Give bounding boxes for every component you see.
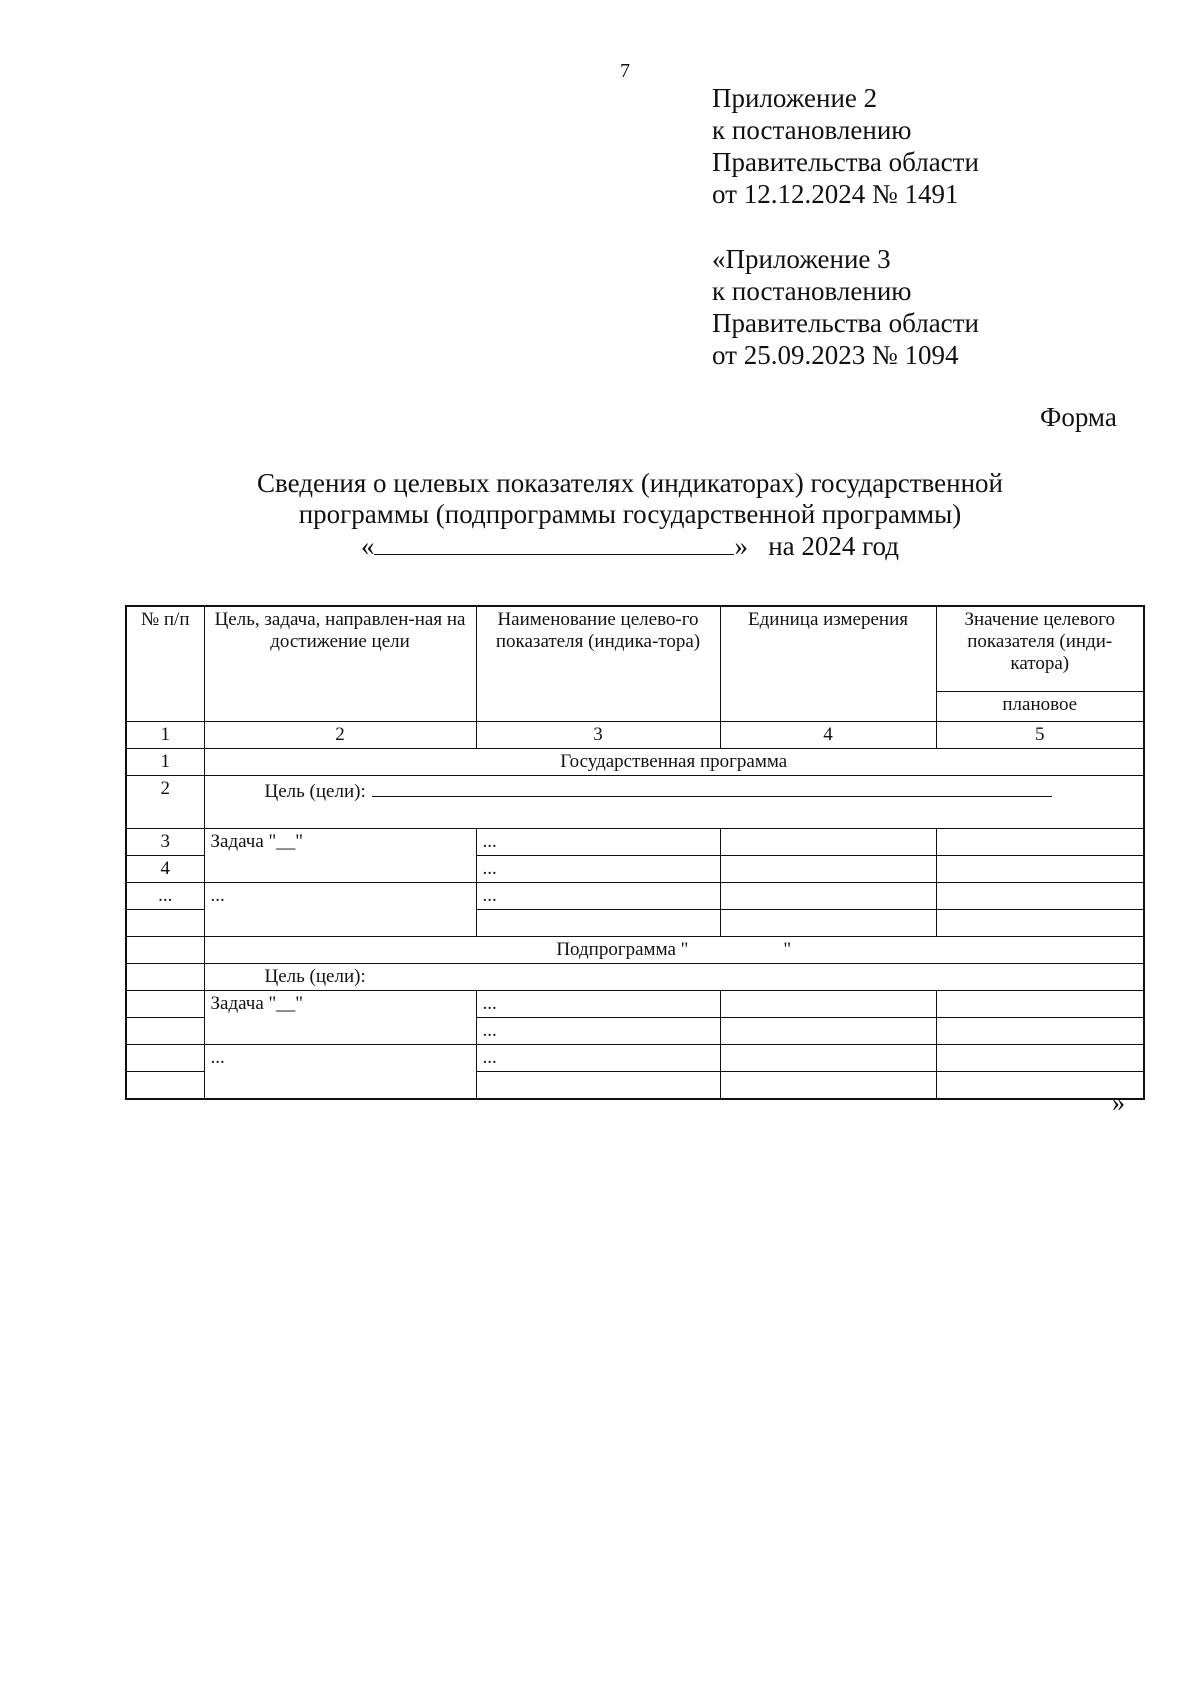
- row-num: 4: [126, 856, 204, 883]
- row-num: [126, 1018, 204, 1045]
- task-cell: ...: [204, 883, 476, 937]
- appendix-line: Правительства области: [712, 147, 979, 177]
- column-number: 3: [476, 722, 720, 749]
- table-row: [126, 1045, 1144, 1072]
- goal-row: [126, 776, 1144, 829]
- unit-cell: [720, 883, 936, 910]
- goal-label: Цель (цели):: [264, 781, 366, 802]
- indicator-cell: ...: [476, 1018, 720, 1045]
- row-num: 2: [126, 776, 204, 829]
- value-cell: [936, 910, 1144, 937]
- appendix-line: Правительства области: [712, 308, 979, 338]
- subprogram-row: [126, 937, 1144, 964]
- column-number: 4: [720, 722, 936, 749]
- row-num: [126, 1045, 204, 1072]
- table-header-row: [126, 606, 1144, 692]
- value-cell: [936, 856, 1144, 883]
- row-num: [126, 964, 204, 991]
- table-row: [126, 829, 1144, 856]
- program-name-blank: [374, 530, 734, 555]
- header-goal-task: Цель, задача, направлен-ная на достижение цели: [204, 606, 476, 722]
- form-label: Форма: [1040, 402, 1117, 432]
- row-num: ...: [126, 883, 204, 910]
- unit-cell: [720, 910, 936, 937]
- task-cell: ...: [204, 1045, 476, 1100]
- unit-cell: [720, 829, 936, 856]
- title-line-1: Сведения о целевых показателях (индикаторах) государственной: [257, 468, 1003, 498]
- unit-cell: [720, 991, 936, 1018]
- indicator-cell: ...: [476, 1045, 720, 1072]
- column-number: 2: [204, 722, 476, 749]
- appendix-line: к постановлению: [712, 276, 912, 306]
- row-num: [126, 1072, 204, 1100]
- column-number: 5: [936, 722, 1144, 749]
- row-num: [126, 910, 204, 937]
- value-cell: [936, 829, 1144, 856]
- document-title: [160, 468, 1100, 562]
- quote-close: »: [734, 531, 748, 561]
- indicator-cell: [476, 1072, 720, 1100]
- header-unit: Единица измерения: [720, 606, 936, 722]
- unit-cell: [720, 1072, 936, 1100]
- appendix-line: «Приложение 3: [712, 244, 891, 274]
- value-cell: [936, 1045, 1144, 1072]
- goal-cell: [204, 776, 1144, 829]
- task-cell: Задача "__": [204, 991, 476, 1045]
- header-target-value: Значение целевого показателя (инди-катора): [936, 606, 1144, 692]
- goal-blank-line: [372, 778, 1052, 797]
- sub-goal-label: Цель (цели):: [204, 964, 1144, 991]
- page-number: 7: [620, 60, 630, 82]
- value-cell: [936, 1018, 1144, 1045]
- column-number-row: [126, 722, 1144, 749]
- state-program-row: [126, 749, 1144, 776]
- header-num: № п/п: [126, 606, 204, 722]
- indicator-cell: ...: [476, 883, 720, 910]
- indicator-cell: ...: [476, 829, 720, 856]
- title-line-3: [160, 530, 1100, 562]
- indicator-cell: ...: [476, 856, 720, 883]
- appendix-line: от 12.12.2024 № 1491: [712, 179, 959, 209]
- appendix-line: Приложение 2: [712, 83, 878, 113]
- quote-open: «: [360, 531, 375, 561]
- appendix-line: от 25.09.2023 № 1094: [712, 340, 959, 370]
- unit-cell: [720, 856, 936, 883]
- table-row: [126, 883, 1144, 910]
- indicator-cell: [476, 910, 720, 937]
- row-num: [126, 937, 204, 964]
- appendix-current-reference: [712, 82, 979, 210]
- value-cell: [936, 991, 1144, 1018]
- row-num: 3: [126, 829, 204, 856]
- row-num: [126, 991, 204, 1018]
- sub-goal-row: [126, 964, 1144, 991]
- header-indicator-name: Наименование целево-го показателя (индика-тора): [476, 606, 720, 722]
- unit-cell: [720, 1045, 936, 1072]
- appendix-amended-reference: [712, 243, 979, 371]
- unit-cell: [720, 1018, 936, 1045]
- title-line-2: программы (подпрограммы государственной программы): [298, 499, 962, 529]
- header-planned: плановое: [936, 692, 1144, 722]
- task-cell: Задача "__": [204, 829, 476, 883]
- column-number: 1: [126, 722, 204, 749]
- indicators-table: [125, 605, 1145, 1100]
- appendix-line: к постановлению: [712, 115, 912, 145]
- row-num: 1: [126, 749, 204, 776]
- state-program-label: Государственная программа: [204, 749, 1144, 776]
- subprogram-label: Подпрограмма " ": [204, 937, 1144, 964]
- year-text: на 2024 год: [768, 531, 900, 561]
- value-cell: [936, 883, 1144, 910]
- closing-quote: »: [1112, 1088, 1125, 1117]
- indicator-cell: ...: [476, 991, 720, 1018]
- table-row: [126, 991, 1144, 1018]
